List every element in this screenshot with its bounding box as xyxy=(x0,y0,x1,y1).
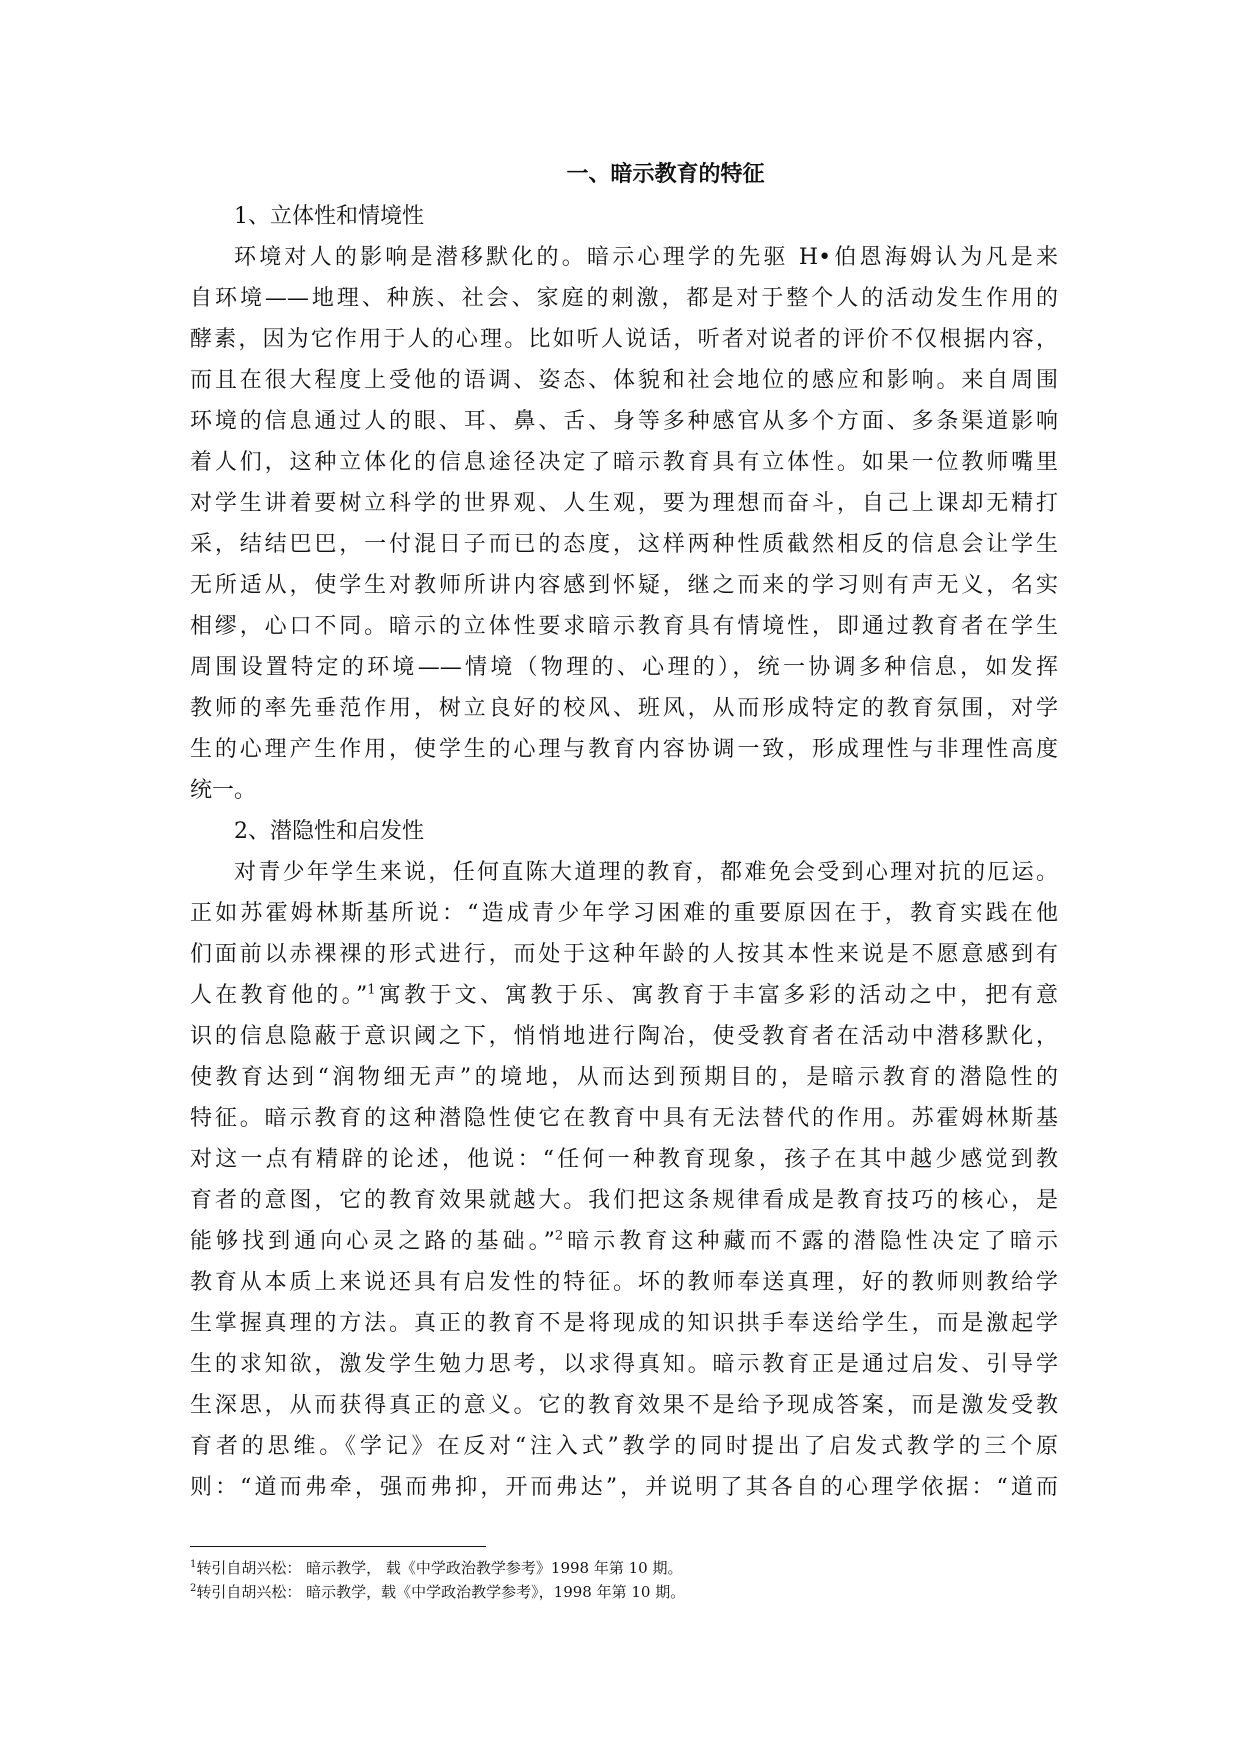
paragraph-line: 无所适从，使学生对教师所讲内容感到怀疑，继之而来的学习则有声无义，名实 xyxy=(190,573,1058,598)
paragraph-line: 教育从本质上来说还具有启发性的特征。坏的教师奉送真理，好的教师则教给学 xyxy=(190,1270,1058,1295)
paragraph-line: 着人们，这种立体化的信息途径决定了暗示教育具有立体性。如果一位教师嘴里 xyxy=(190,450,1058,475)
paragraph-line: 则：“道而弗牵，强而弗抑，开而弗达”，并说明了其各自的心理学依据：“道而 xyxy=(190,1475,1058,1500)
footnote-mark: 1 xyxy=(190,1559,197,1570)
paragraph-line: 而且在很大程度上受他的语调、姿态、体貌和社会地位的感应和影响。来自周围 xyxy=(190,368,1058,393)
footnote-divider xyxy=(190,1546,486,1547)
paragraph-text: 寓教于文、寓教于乐、寓教育于丰富多彩的活动之中，把有意 xyxy=(375,983,1058,1008)
footnote-2 xyxy=(190,1580,685,1604)
paragraph-line: 正如苏霍姆林斯基所说：“造成青少年学习困难的重要原因在于，教育实践在他 xyxy=(190,901,1058,926)
paragraph-line: 识的信息隐蔽于意识阈之下，悄悄地进行陶冶，使受教育者在活动中潜移默化， xyxy=(190,1024,1058,1049)
paragraph-line: 特征。暗示教育的这种潜隐性使它在教育中具有无法替代的作用。苏霍姆林斯基 xyxy=(190,1106,1058,1131)
paragraph-line: 教师的率先垂范作用，树立良好的校风、班风，从而形成特定的教育氛围，对学 xyxy=(190,696,1058,721)
paragraph-line: 生掌握真理的方法。真正的教育不是将现成的知识拱手奉送给学生，而是激起学 xyxy=(190,1311,1058,1336)
paragraph-line: 使教育达到“润物细无声”的境地，从而达到预期目的，是暗示教育的潜隐性的 xyxy=(190,1065,1058,1090)
footnote-text: 转引自胡兴松： 暗示教学， 载《中学政治教学参考》1998 年第 10 期。 xyxy=(196,1559,683,1577)
paragraph-line: 育者的思维。《学记》在反对“注入式”教学的同时提出了启发式教学的三个原 xyxy=(190,1434,1058,1459)
body-text xyxy=(190,196,1058,1508)
paragraph-line: 生的求知欲，激发学生勉力思考，以求得真知。暗示教育正是通过启发、引导学 xyxy=(190,1352,1058,1377)
section-heading-1: 1、立体性和情境性 xyxy=(234,204,424,229)
paragraph-line: 环境的信息通过人的眼、耳、鼻、舌、身等多种感官从多个方面、多条渠道影响 xyxy=(190,409,1058,434)
paragraph-line: 生的心理产生作用，使学生的心理与教育内容协调一致，形成理性与非理性高度 xyxy=(190,737,1058,762)
paragraph-line: 对学生讲着要树立科学的世界观、人生观，要为理想而奋斗，自己上课却无精打 xyxy=(190,491,1058,516)
paragraph-line: 周围设置特定的环境——情境（物理的、心理的），统一协调多种信息，如发挥 xyxy=(190,655,1058,680)
paragraph-line: 们面前以赤裸裸的形式进行，而处于这种年龄的人按其本性来说是不愿意感到有 xyxy=(190,942,1058,967)
paragraph-text: 暗示教育这种藏而不露的潜隐性决定了暗示 xyxy=(563,1229,1058,1254)
paragraph-line: 统一。 xyxy=(190,778,257,803)
paragraph-text: 人在教育他的。” xyxy=(190,983,368,1008)
paragraph-line: 对这一点有精辟的论述，他说：“任何一种教育现象，孩子在其中越少感觉到教 xyxy=(190,1147,1058,1172)
footnote-ref-2: 2 xyxy=(554,1228,564,1244)
page-title: 一、暗示教育的特征 xyxy=(566,161,765,187)
paragraph-line-with-note xyxy=(190,975,1058,1016)
paragraph-line: 酵素，因为它作用于人的心理。比如听人说话，听者对说者的评价不仅根据内容， xyxy=(190,327,1058,352)
footnote-1 xyxy=(190,1556,682,1580)
paragraph-line: 采，结结巴巴，一付混日子而已的态度，这样两种性质截然相反的信息会让学生 xyxy=(190,532,1058,557)
paragraph-line: 对青少年学生来说，任何直陈大道理的教育，都难免会受到心理对抗的厄运。 xyxy=(234,860,1058,885)
paragraph-line-with-note xyxy=(190,1221,1058,1262)
paragraph-line: 相缪，心口不同。暗示的立体性要求暗示教育具有情境性，即通过教育者在学生 xyxy=(190,614,1058,639)
footnote-mark: 2 xyxy=(190,1583,197,1594)
section-heading-2: 2、潜隐性和启发性 xyxy=(234,819,424,844)
paragraph-line: 环境对人的影响是潜移默化的。暗示心理学的先驱 H•伯恩海姆认为凡是来 xyxy=(234,245,1058,270)
paragraph-text: 能够找到通向心灵之路的基础。” xyxy=(190,1229,555,1254)
footnote-text: 转引自胡兴松： 暗示教学，载《中学政治教学参考》，1998 年第 10 期。 xyxy=(196,1583,686,1601)
footnote-ref-1: 1 xyxy=(367,982,376,998)
paragraph-line: 生深思，从而获得真正的意义。它的教育效果不是给予现成答案，而是激发受教 xyxy=(190,1393,1058,1418)
paragraph-line: 自环境——地理、种族、社会、家庭的刺激，都是对于整个人的活动发生作用的 xyxy=(190,286,1058,311)
paragraph-line: 育者的意图，它的教育效果就越大。我们把这条规律看成是教育技巧的核心，是 xyxy=(190,1188,1058,1213)
